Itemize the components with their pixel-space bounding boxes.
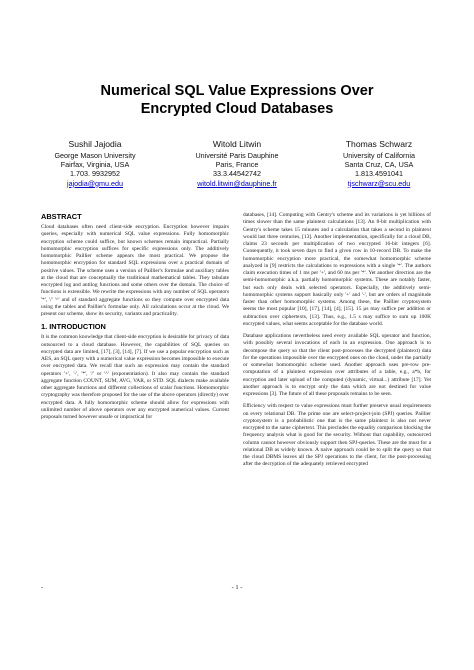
abstract-paragraph: Cloud databases often need client-side encryption. Encryption however impairs queries, especially with numerical SQL value expressions. Fully homomorphic encryption scheme could suffice, but known schemes remain impractical. Partially homomorphic encryption suffices for specific expressions only. The additively homomorphic Paillier scheme appears the most practical. We propose the homomorphic encryption for standard SQL expressions over a practical domain of positive values. The scheme uses a version of Paillier's formulae and auxiliary tables at the cloud that are conceptually the traditional mathematical tables. They tabulate encrypted log and antilog functions and some others over the domain. The choice of functions is extensible. We rewrite the expressions with any number of SQL operators '*', '/' '^' and of standard aggregate functions so they compute over encrypted data using the tables and Paillier's formulae only. All calculations occur at the cloud. We present our scheme, show its security, variants and practicality. (41, 224, 229, 317)
author-phone: 1.813.4591041 (355, 169, 403, 179)
author-affiliation: Université Paris Dauphine (195, 151, 279, 160)
author-address: Paris, France (215, 160, 259, 170)
author-address: Fairfax, Virginia, USA (60, 160, 130, 170)
page-number: - 1 - (231, 584, 243, 591)
introduction-paragraph: It is the common knowledge that client-side encryption is desirable for privacy of data outsourced to a cloud database. However, the capabilities of SQL queries on encrypted data are limited, [17], [3], [14], [7]. If we use a popular encryption such as AES, an SQL query with a numerical value expression becomes impossible to execute over encrypted data. We recall that such an expression may contain the standard operators '+', '-', '*', '/' or '^' (exponentiation). It also may contain the standard aggregate function COUNT, SUM, AVG, VAR, or STD. SQL dialects make available other aggregate functions and different collections of scalar functions. Homomorphic cryptography was therefore proposed for the use of the above operators (directly) over encrypted data. A fully homomorphic scheme should allow for expressions with unlimited number of above operators over any encrypted numerical values. Current proposals turned however unsafe or impractical for (41, 334, 229, 420)
author-email-link[interactable]: tjschwarz@scu.edu (347, 178, 411, 188)
author-phone: 1.703. 9932952 (70, 169, 120, 179)
author-block (30, 138, 444, 198)
author-1 (25, 138, 165, 188)
right-column (243, 212, 431, 471)
title-line-1: Numerical SQL Value Expressions Over (100, 83, 374, 99)
body-paragraph: Efficiency with respect to value expressions must further preserve usual requirements on every relational DB. The prime one are select-project-join (SPJ) queries. Paillier cryptosystem is a probabilistic one that is the same plaintext is also not never encrypted to the same ciphertext. This precludes the equality comparison blocking the frequency analysis what is good for the security. Without that capability, outsourced column cannot however obviously support then SPJ-queries. These are the must for a relational DB as widely known. A naive approach could be to split the query so that the cloud DBMS leaves all the SPJ operations to the client, for the post-processing after the decryption of the adequately retrieved encrypted (243, 403, 431, 468)
footer-dash: - (41, 584, 44, 591)
introduction-heading: 1. INTRODUCTION (41, 322, 106, 332)
author-affiliation: University of California (343, 151, 415, 160)
author-name: Sushil Jajodia (68, 139, 122, 149)
abstract-heading: ABSTRACT (41, 212, 82, 221)
body-paragraph: Database applications nevertheless need every available SQL operator and function, with possibly several invocations of each in an expression. One approach is to decompose the query so that the client post-processes the decrypted (plaintext) data for the operations impossible over the encrypted ones on the cloud, under the partially or somewhat homomorphic scheme used. Another approach uses pre-row pre-computation of a plaintext expression over attributes of a table, e.g., a*b, for encryption and later upload of the computed (dynamic, virtual...) attribute [17]. Yet another approach is to encrypt only the data which are not destined for value expressions [3]. The future of all these proposals remains to be seen. (243, 333, 431, 397)
author-2 (167, 138, 307, 188)
paper-title (40, 82, 434, 118)
author-name: Thomas Schwarz (345, 139, 413, 149)
author-name: Witold Litwin (212, 139, 262, 149)
title-line-2: Encrypted Cloud Databases (140, 101, 334, 117)
author-affiliation: George Mason University (54, 151, 136, 160)
author-email-link[interactable]: witold.litwin@dauphine.fr (197, 178, 277, 188)
left-column (41, 212, 229, 423)
author-address: Santa Cruz, CA, USA (344, 160, 414, 170)
author-email-link[interactable]: jajodia@gmu.edu (66, 178, 124, 188)
author-3 (309, 138, 449, 188)
body-paragraph: databases, [14]. Computing with Gentry's scheme and its variations is yet billions of times slower than the same plaintext calculations [13]. An 8-bit multiplication with Gentry's scheme takes 15 minutes and a calculation that takes a second in plaintext would last three centuries, [13]. Another implementation, specifically for a cloud DB, claims 23 seconds per multiplication of two encrypted 16-bit integers [6]. Consequently, it took seven days to find a given row in 10-record DB. To make the homomorphic encryption more practical, the somewhat homomorphic scheme analyzed in [9] restricts the calculations to expressions with a single '*'. The authors claim execution times of 1 ms per '+', and 60 ms per '*'. Yet another direction are the semi-homomorphic a.k.a. partially homomorphic systems. These are notably faster, but each only deals with selected operators. Especially, the additively semi-homomorphic systems support basically only '+' and '-', but are orders of magnitude faster than other homomorphic systems. Among these, the Paillier cryptosystem seems the most popular [10], [17], [14], [4], [15]. 15 µs may suffice per addition or subtraction over ciphertexts, [13]. Thus, e.g., 1.5 s may suffice to sum up 100K encrypted values, what seems acceptable for the database world. (243, 212, 431, 327)
author-phone: 33.3.44542742 (213, 169, 261, 179)
